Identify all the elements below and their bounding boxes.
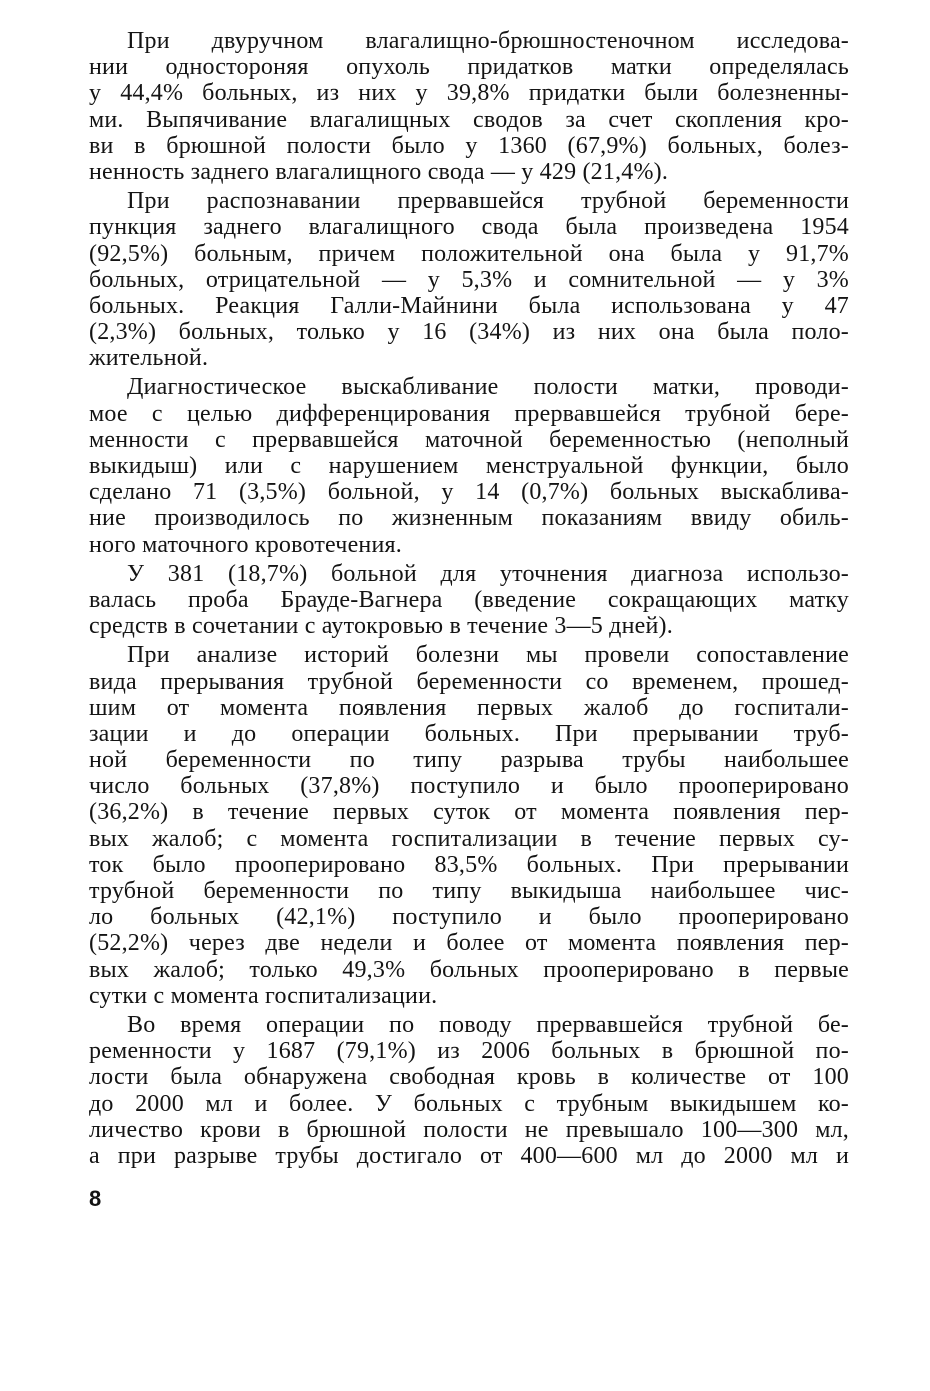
paragraph-5 [89,642,849,1009]
text-line: у 44,4% больных, из них у 39,8% придатки были болезненны- [89,80,849,107]
text-line: число больных (37,8%) поступило и было прооперировано [89,773,849,800]
text-line: Во время операции по поводу прервавшейся трубной бе- [127,1011,849,1038]
text-line: При двуручном влагалищно-брюшностеночном исследова- [127,28,849,54]
text-line: зации и до операции больных. При прерывании труб- [89,720,849,747]
text-line: до 2000 мл и более. У больных с трубным выкидышем ко- [89,1090,849,1117]
text-line: ви в брюшной полости было у 1360 (67,9%) больных, болез- [89,132,849,159]
paragraph-1 [89,28,849,185]
text-line: вых жалоб; с момента госпитализации в течение первых су- [89,825,849,852]
text-line: больных. Реакция Галли-Майнини была использована у 47 [89,292,849,319]
text-line: У 381 (18,7%) больной для уточнения диагноза использо- [127,560,849,587]
text-line: (36,2%) в течение первых суток от момента появления пер- [89,799,849,826]
text-line: менности с прервавшейся маточной беременностью (неполный [89,426,849,453]
text-line: вых жалоб; только 49,3% больных прооперировано в первые [89,956,849,983]
paragraph-2 [89,188,849,371]
text-line: мое с целью дифференцирования прервавшейся трубной бере- [89,400,849,427]
text-line: ток было прооперировано 83,5% больных. При прерывании [89,851,849,878]
text-line: ми. Выпячивание влагалищных сводов за счет скопления кро- [89,106,849,133]
text-line: При анализе историй болезни мы провели сопоставление [127,642,849,669]
page-number: 8 [89,1186,102,1211]
text-line: (92,5%) больным, причем положительной она была у 91,7% [89,240,849,267]
page-body-text [89,28,849,1172]
text-line: больных, отрицательной — у 5,3% и сомнительной — у 3% [89,266,849,293]
paragraph-3 [89,374,849,557]
text-line: ной беременности по типу разрыва трубы наибольшее [89,747,849,774]
text-line: выкидыш) или с нарушением менструальной функции, было [89,453,849,479]
paragraph-4 [89,561,849,640]
text-line: пункция заднего влагалищного свода была произведена 1954 [89,214,849,241]
text-line: ного маточного кровотечения. [89,531,402,558]
text-line: сутки с момента госпитализации. [89,982,438,1009]
text-line: лости была обнаружена свободная кровь в количестве от 100 [89,1064,849,1091]
text-line: (52,2%) через две недели и более от момента появления пер- [89,930,849,957]
text-line: шим от момента появления первых жалоб до госпитали- [89,694,849,721]
text-line: средств в сочетании с аутокровью в течение 3—5 дней). [89,613,673,640]
text-line: Диагностическое выскабливание полости матки, проводи- [127,374,849,401]
text-line: а при разрыве трубы достигало от 400—600 мл до 2000 мл и [89,1142,849,1169]
text-line: трубной беременности по типу выкидыша наибольшее чис- [89,878,849,904]
text-line: вида прерывания трубной беременности со временем, прошед- [89,668,849,695]
text-line: (2,3%) больных, только у 16 (34%) из них она была поло- [89,319,849,346]
paragraph-6 [89,1012,849,1169]
text-line: личество крови в брюшной полости не превышало 100—300 мл, [89,1116,849,1143]
text-line: жительной. [89,345,209,372]
text-line: нии одностороняя опухоль придатков матки определялась [89,54,849,81]
text-line: сделано 71 (3,5%) больной, у 14 (0,7%) больных выскаблива- [89,479,849,506]
text-line: ло больных (42,1%) поступило и было прооперировано [89,904,849,931]
text-line: ненность заднего влагалищного свода — у 429 (21,4%). [89,158,669,185]
text-line: ние производилось по жизненным показаниям ввиду обиль- [89,505,849,532]
text-line: При распознавании прервавшейся трубной беременности [127,188,849,215]
text-line: ременности у 1687 (79,1%) из 2006 больных в брюшной по- [89,1038,849,1065]
text-line: валась проба Брауде-Вагнера (введение сокращающих матку [89,586,849,613]
